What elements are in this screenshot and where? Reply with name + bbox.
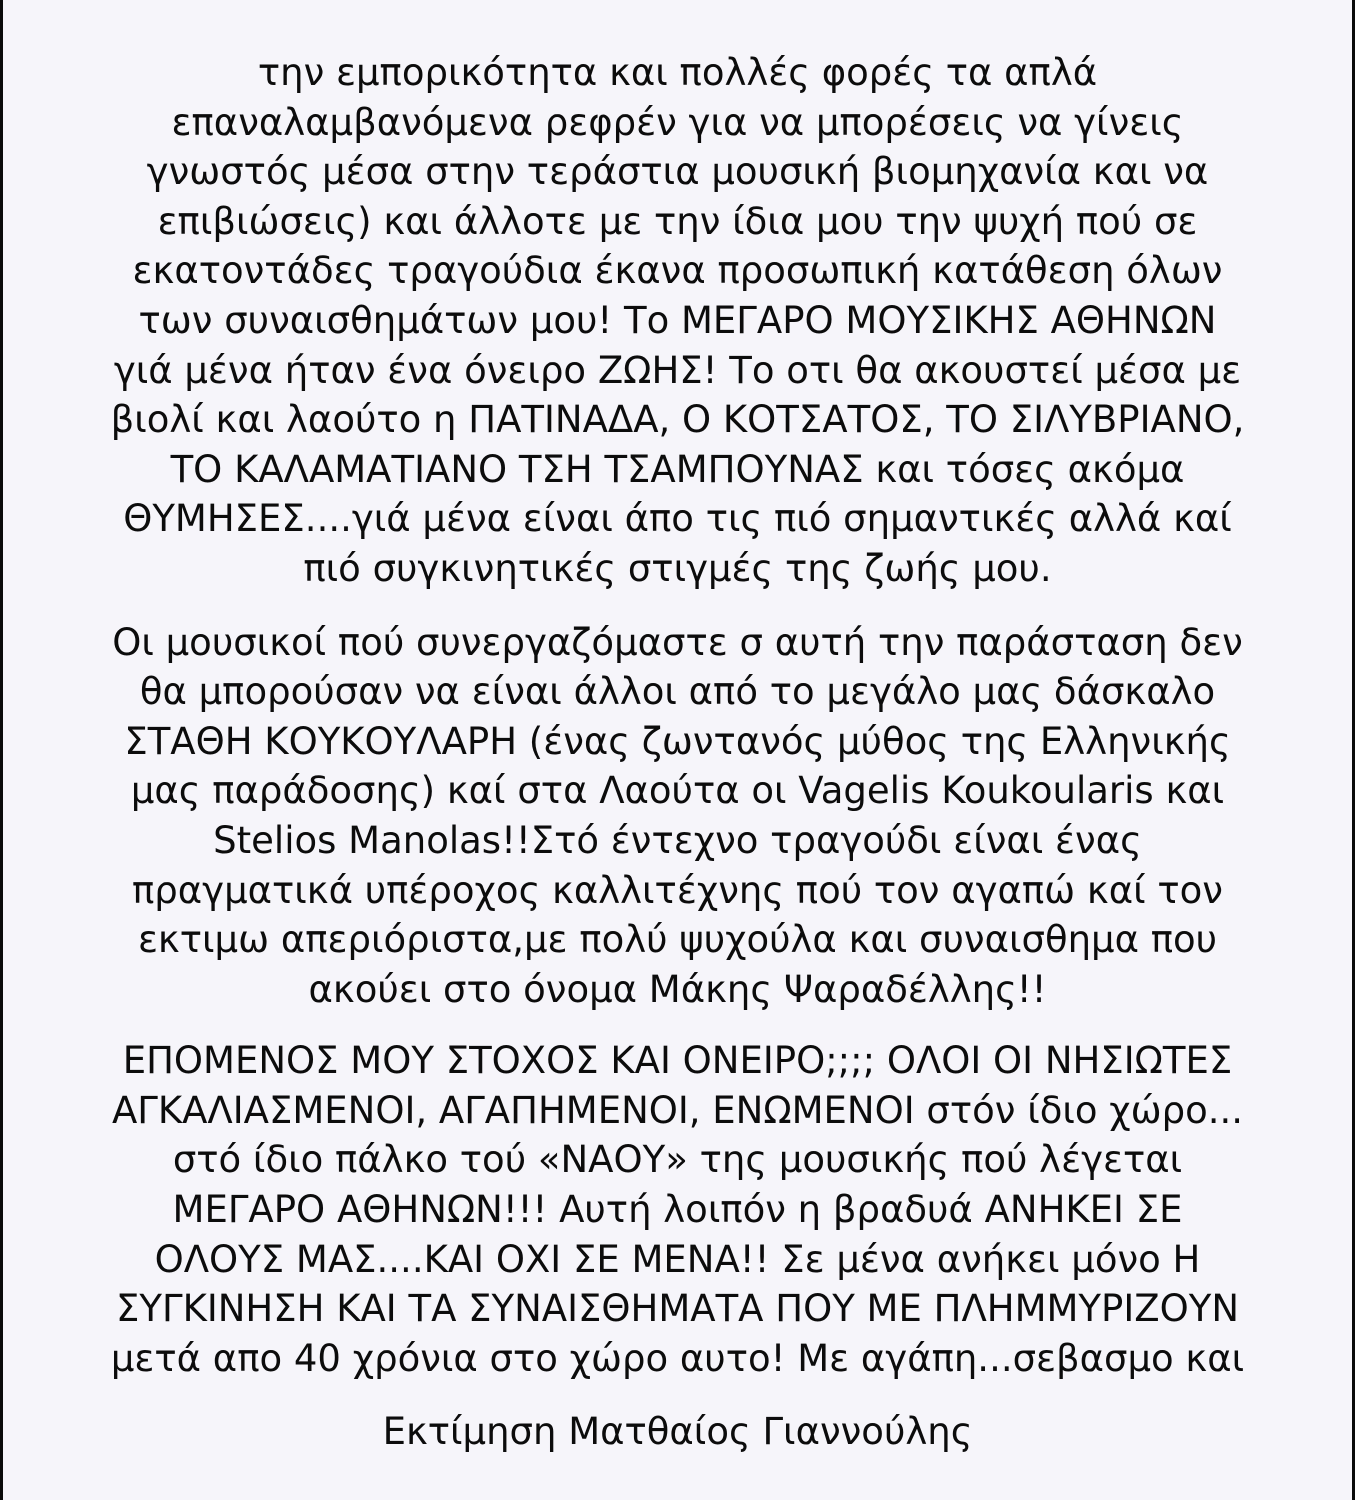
signature [40, 1407, 1315, 1457]
text-line: ακούει στο όνομα Μάκης Ψαραδέλλης!! [308, 967, 1047, 1011]
text-line: θα μπορούσαν να είναι άλλοι από το μεγάλο μας δάσκαλο [139, 670, 1216, 714]
signature-line: Εκτίμηση Ματθαίος Γιαννούλης [382, 1410, 973, 1454]
text-line: βιολί και λαούτο η ΠΑΤΙΝΑΔΑ, Ο ΚΟΤΣΑΤΟΣ, ΤΟ ΣΙΛΥΒΡΙΑΝΟ, [110, 398, 1245, 442]
paragraph-3 [40, 1036, 1315, 1383]
text-line: επιβιώσεις) και άλλοτε με την ίδια μου την ψυχή πού σε [157, 199, 1198, 243]
paragraph-2 [40, 618, 1315, 1015]
text-line: την εμπορικότητα και πολλές φορές τα απλά [257, 51, 1098, 94]
text-line: ΕΠΟΜΕΝΟΣ ΜΟΥ ΣΤΟΧΟΣ ΚΑΙ ΟΝΕΙΡΟ;;;; ΟΛΟΙ ΟΙ ΝΗΣΙΩΤΕΣ [122, 1039, 1233, 1083]
text-line: πραγματικά υπέροχος καλλιτέχνης πού τον αγαπώ καί τον [132, 868, 1223, 912]
text-line: εκατοντάδες τραγούδια έκανα προσωπική κατάθεση όλων [132, 249, 1223, 293]
text-line: μετά απο 40 χρόνια στο χώρο αυτο! Με αγάπη...σεβασμο και [110, 1336, 1245, 1380]
paragraph-1 [40, 48, 1315, 594]
text-line: ΑΓΚΑΛΙΑΣΜΕΝΟΙ, ΑΓΑΠΗΜΕΝΟΙ, ΕΝΩΜΕΝΟΙ στόν ίδιο χώρο... [111, 1088, 1244, 1132]
text-line: γιά μένα ήταν ένα όνειρο ΖΩΗΣ! Το οτι θα ακουστεί μέσα με [113, 348, 1242, 392]
text-line: ΤΟ ΚΑΛΑΜΑΤΙΑΝΟ ΤΣΗ ΤΣΑΜΠΟΥΝΑΣ και τόσες ακόμα [170, 447, 1185, 491]
text-line: μας παράδοσης) καί στα Λαούτα οι Vagelis Koukoularis και [130, 769, 1225, 813]
text-line: επαναλαμβανόμενα ρεφρέν για να μπορέσεις να γίνεις [171, 100, 1184, 144]
text-line: ΘΥΜΗΣΕΣ....γιά μένα είναι άπο τις πιό σημαντικές αλλά καί [123, 497, 1232, 541]
text-line: πιό συγκινητικές στιγμές της ζωής μου. [303, 546, 1052, 590]
text-line: ΣΤΑΘΗ ΚΟΥΚΟΥΛΑΡΗ (ένας ζωντανός μύθος της Ελληνικής [124, 719, 1231, 763]
left-frame-border [0, 0, 3, 1500]
text-line: γνωστός μέσα στην τεράστια μουσική βιομηχανία και να [146, 150, 1209, 194]
text-line: ΟΛΟΥΣ ΜΑΣ....ΚΑΙ ΟΧΙ ΣΕ ΜΕΝΑ!! Σε μένα ανήκει μόνο Η [154, 1237, 1201, 1281]
text-line: ΜΕΓΑΡΟ ΑΘΗΝΩΝ!!! Αυτή λοιπόν η βραδυά ΑΝΗΚΕΙ ΣΕ [172, 1188, 1183, 1232]
text-line: Οι μουσικοί πού συνεργαζόμαστε σ αυτή την παράσταση δεν [112, 620, 1243, 664]
text-line: των συναισθημάτων μου! Το ΜΕΓΑΡΟ ΜΟΥΣΙΚΗΣ ΑΘΗΝΩΝ [138, 298, 1217, 342]
text-line: στό ίδιο πάλκο τού «ΝΑΟΥ» της μουσικής πού λέγεται [172, 1138, 1183, 1182]
text-line: ΣΥΓΚΙΝΗΣΗ ΚΑΙ ΤΑ ΣΥΝΑΙΣΘΗΜΑΤΑ ΠΟΥ ΜΕ ΠΛΗΜΜΥΡΙΖΟΥΝ [115, 1287, 1239, 1331]
document-body [40, 48, 1315, 1457]
text-line: εκτιμω απεριόριστα,με πολύ ψυχούλα και συναισθημα που [137, 918, 1218, 962]
text-line: Stelios Manolas!!Στό έντεχνο τραγούδι είναι ένας [213, 818, 1142, 862]
